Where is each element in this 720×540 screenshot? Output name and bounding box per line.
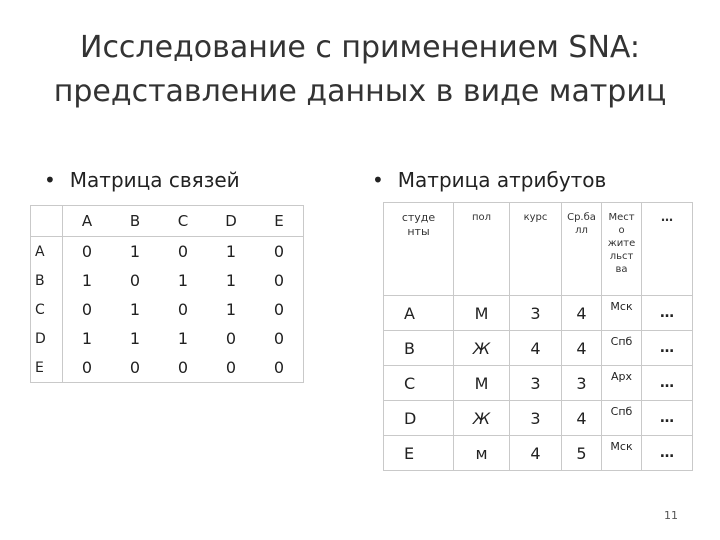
link-matrix-cell: 1 <box>177 271 189 290</box>
attribute-cell-more: … <box>642 331 693 366</box>
link-matrix-corner-cell <box>31 206 63 237</box>
link-matrix-cell: 0 <box>273 242 285 261</box>
attribute-cell-gender: м <box>454 436 510 471</box>
attribute-header-more: … <box>642 203 693 296</box>
link-matrix-row <box>31 295 304 324</box>
link-matrix-cell: 0 <box>177 300 189 319</box>
link-matrix-cell: 1 <box>129 242 141 261</box>
attribute-header-gpa: Ср.ба лл <box>562 203 602 296</box>
attribute-cell-more: … <box>642 366 693 401</box>
link-matrix-column-header: E <box>255 206 304 237</box>
link-matrix-cell: 0 <box>81 242 93 261</box>
attribute-cell-residence: Спб <box>602 331 642 366</box>
attribute-matrix-row <box>384 331 693 366</box>
link-matrix-cell: 0 <box>177 242 189 261</box>
attribute-header-course: курс <box>510 203 562 296</box>
link-matrix-cell: 1 <box>129 300 141 319</box>
attribute-header-residence: Мест о жите льст ва <box>602 203 642 296</box>
slide-title-line-1: Исследование с применением SNA: <box>80 30 640 65</box>
bullet-dot-icon: • <box>372 168 384 192</box>
link-matrix-row-header: A <box>31 237 63 267</box>
attribute-cell-course: 3 <box>510 401 562 436</box>
attribute-cell-residence: Арх <box>602 366 642 401</box>
attribute-cell-gpa: 4 <box>562 331 602 366</box>
link-matrix-cell: 0 <box>273 271 285 290</box>
link-matrix-row-header: D <box>31 324 63 353</box>
attribute-header-students: студе нты <box>384 203 454 296</box>
link-matrix-row-header: C <box>31 295 63 324</box>
attribute-matrix-header-row <box>384 203 693 296</box>
link-matrix-cell: 0 <box>129 271 141 290</box>
attribute-header-gender: пол <box>454 203 510 296</box>
link-matrix-cell: 1 <box>81 329 93 348</box>
link-matrix-column-header: B <box>111 206 159 237</box>
attribute-cell-gender: М <box>454 296 510 331</box>
link-matrix-header-row <box>31 206 304 237</box>
link-matrix-cell: 1 <box>225 271 237 290</box>
page-number: 11 <box>664 509 678 522</box>
link-matrix-cell: 1 <box>225 300 237 319</box>
bullet-link-matrix-label: Матрица связей <box>69 168 240 192</box>
link-matrix-column-header: D <box>207 206 255 237</box>
link-matrix-row <box>31 266 304 295</box>
link-matrix-cell: 0 <box>81 300 93 319</box>
attribute-cell-residence: Мск <box>602 436 642 471</box>
attribute-cell-more: … <box>642 296 693 331</box>
attribute-cell-residence: Спб <box>602 401 642 436</box>
attribute-cell-gpa: 5 <box>562 436 602 471</box>
attribute-matrix-row <box>384 436 693 471</box>
link-matrix-row-header: E <box>31 353 63 383</box>
attribute-cell-residence: Мск <box>602 296 642 331</box>
attribute-cell-gpa: 4 <box>562 296 602 331</box>
attribute-cell-gender: Ж <box>454 401 510 436</box>
attribute-matrix-row <box>384 401 693 436</box>
link-matrix-cell: 1 <box>225 242 237 261</box>
bullet-link-matrix <box>44 168 240 192</box>
attribute-cell-course: 3 <box>510 366 562 401</box>
attribute-cell-gpa: 4 <box>562 401 602 436</box>
link-matrix-cell: 1 <box>177 329 189 348</box>
link-matrix-row-header: B <box>31 266 63 295</box>
attribute-matrix-row <box>384 296 693 331</box>
link-matrix-row <box>31 324 304 353</box>
link-matrix-cell: 0 <box>225 329 237 348</box>
bullet-attribute-matrix-label: Матрица атрибутов <box>397 168 607 192</box>
attribute-cell-course: 4 <box>510 331 562 366</box>
link-matrix-table <box>30 205 304 383</box>
link-matrix-cell: 1 <box>81 271 93 290</box>
attribute-cell-gender: Ж <box>454 331 510 366</box>
bullet-attribute-matrix <box>372 168 606 192</box>
link-matrix-cell: 0 <box>225 358 237 377</box>
link-matrix-cell: 1 <box>129 329 141 348</box>
attribute-cell-gender: М <box>454 366 510 401</box>
attribute-cell-course: 4 <box>510 436 562 471</box>
link-matrix-row <box>31 353 304 383</box>
link-matrix-column-header: A <box>63 206 112 237</box>
bullet-dot-icon: • <box>44 168 56 192</box>
slide-title <box>0 26 720 114</box>
attribute-cell-course: 3 <box>510 296 562 331</box>
link-matrix-cell: 0 <box>129 358 141 377</box>
link-matrix-cell: 0 <box>81 358 93 377</box>
link-matrix-cell: 0 <box>273 358 285 377</box>
link-matrix-row <box>31 237 304 267</box>
attribute-row-label: B <box>384 331 454 366</box>
link-matrix-cell: 0 <box>273 329 285 348</box>
attribute-row-label: A <box>384 296 454 331</box>
attribute-row-label: E <box>384 436 454 471</box>
attribute-row-label: D <box>384 401 454 436</box>
attribute-row-label: C <box>384 366 454 401</box>
attribute-cell-more: … <box>642 401 693 436</box>
attribute-matrix-table <box>383 202 693 471</box>
attribute-cell-more: … <box>642 436 693 471</box>
link-matrix-cell: 0 <box>273 300 285 319</box>
attribute-matrix-row <box>384 366 693 401</box>
slide-title-line-2: представление данных в виде матриц <box>53 74 667 109</box>
attribute-cell-gpa: 3 <box>562 366 602 401</box>
link-matrix-cell: 0 <box>177 358 189 377</box>
link-matrix-column-header: C <box>159 206 207 237</box>
